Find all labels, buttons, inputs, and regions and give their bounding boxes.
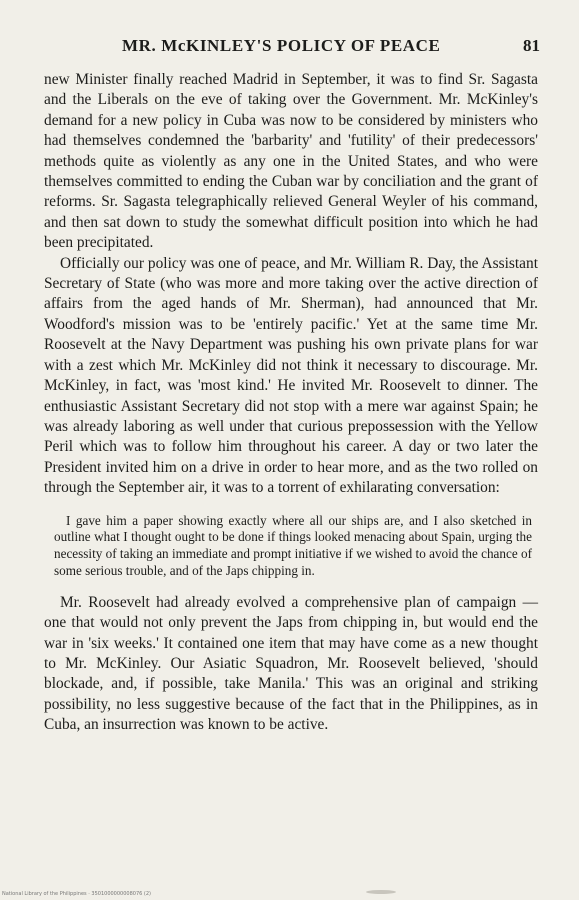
page-smudge [366,890,396,894]
running-head [40,36,540,58]
page-number: 81 [523,36,540,55]
running-title: MR. McKINLEY'S POLICY OF PEACE [122,36,441,55]
block-quote: I gave him a paper showing exactly where all our ships are, and I also sketched in outline what I thought ought to be done if things looked menacing about Spain, urging the necessity of taking an immediate and prompt initiative if we wished to avoid the chance of some serious trouble, and of the Japs chipping in. [54,512,532,578]
paragraph-3: Mr. Roosevelt had already evolved a comprehensive plan of campaign — one that would not only prevent the Japs from chipping in, but would end the war in 'six weeks.' It contained one item that may have come as a new thought to Mr. McKinley. Our Asiatic Squadron, Mr. Roosevelt believed, 'should blockade, and, if possible, take Manila.' This was an original and striking possibility, no less suggestive because of the fact that in the Philippines, as in Cuba, an insurrection was known to be active. [44,593,538,734]
body-text [44,70,538,736]
paragraph-2: Officially our policy was one of peace, and Mr. William R. Day, the Assistant Secretary of State (who was more and more taking over the active direction of affairs from the aged hands of Mr. Sherman), had announced that Mr. Woodford's mission was to be 'entirely pacific.' Yet at the same time Mr. Roosevelt at the Navy Department was pushing his own private plans for war with a zest which Mr. McKinley did not think it necessary to discourage. Mr. McKinley, in fact, was 'most kind.' He invited Mr. Roosevelt to dinner. The enthusiastic Assistant Secretary did not stop with a mere war against Spain; he was already laboring as well under that curious prepossession with the Yellow Peril which was to follow him throughout his career. A day or two later the President invited him on a drive in order to hear more, and as the two rolled on through the September air, it was to a torrent of exhilarating conversation: [44,254,538,497]
paragraph-1: new Minister finally reached Madrid in September, it was to find Sr. Sagasta and the Liberals on the eve of taking over the Government. Mr. McKinley's demand for a new policy in Cuba was now to be considered by ministers who had themselves condemned the 'barbarity' and 'futility' of their predecessors' methods quite as violently as any one in the United States, and who were themselves committed to ending the Cuban war by conciliation and the grant of reforms. Sr. Sagasta telegraphically relieved General Weyler of his command, and then sat down to study the somewhat difficult position into which he had been precipitated. [44,71,538,252]
library-stamp: National Library of the Philippines · 3501000000008076 (2) [2,891,151,897]
